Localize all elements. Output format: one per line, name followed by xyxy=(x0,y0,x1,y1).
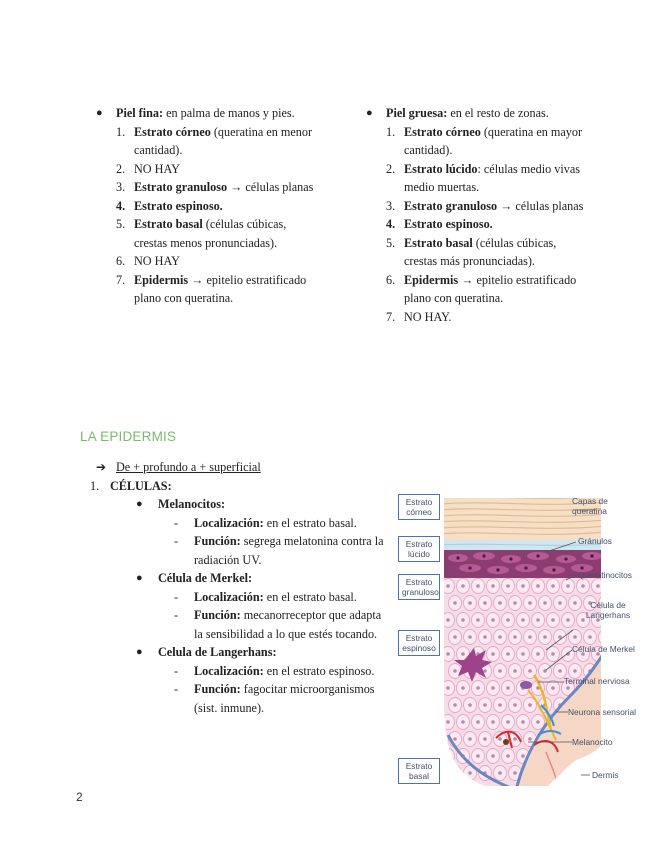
dash-icon: - xyxy=(174,534,179,548)
keratinocyte-nucleus xyxy=(468,703,472,707)
keratinocyte-nucleus xyxy=(446,720,450,724)
keratinocyte-nucleus xyxy=(468,601,472,605)
epidermis-figure xyxy=(396,490,646,790)
list-number: 4. xyxy=(386,217,396,231)
dash-icon: - xyxy=(174,515,179,530)
section-title: LA EPIDERMIS xyxy=(80,429,177,444)
keratinocyte-nucleus xyxy=(498,771,502,775)
keratinocyte-nucleus xyxy=(468,635,472,639)
keratinocyte-nucleus xyxy=(446,618,450,622)
keratinocyte-nucleus xyxy=(498,669,502,673)
layer-desc: (células cúbicas, crestas menos pronunciadas). xyxy=(134,217,287,250)
keratinocyte-nucleus xyxy=(558,601,562,605)
keratinocyte-nucleus xyxy=(551,686,555,690)
keratinocyte-nucleus xyxy=(491,618,495,622)
cell-type-name: Célula de Merkel: xyxy=(158,571,253,585)
direction-text: De + profundo a + superficial xyxy=(116,460,261,474)
cell-function xyxy=(96,680,386,717)
bullet-icon: ● xyxy=(136,572,143,584)
keratinocyte-nucleus xyxy=(476,584,480,588)
right_column-layer-item xyxy=(366,197,591,216)
list-number: 6. xyxy=(386,272,396,287)
cell-type-item xyxy=(96,643,386,662)
cell-function xyxy=(96,532,386,569)
keratinocyte-nucleus xyxy=(513,771,517,775)
label-keratinocytes: Queratinocitos xyxy=(578,570,632,580)
cell-type-item xyxy=(96,569,386,588)
keratinocyte-nucleus xyxy=(521,584,525,588)
label-stratum-basale: Estrato basal xyxy=(398,758,440,784)
keratinocyte-nucleus xyxy=(453,669,457,673)
keratinocyte-nucleus xyxy=(528,669,532,673)
keratinocyte-nucleus xyxy=(528,635,532,639)
keratinocyte-nucleus xyxy=(483,703,487,707)
list-number: 2. xyxy=(116,161,126,176)
layer-name: Estrato granuloso xyxy=(404,198,498,213)
keratinocyte-nucleus xyxy=(453,771,457,775)
keratinocyte-nucleus xyxy=(453,601,457,605)
keratinocyte-nucleus xyxy=(521,652,525,656)
keratinocyte-nucleus xyxy=(536,652,540,656)
layer-desc: → células planas xyxy=(497,198,584,213)
keratinocyte-nucleus xyxy=(521,754,525,758)
keratinocyte-nucleus xyxy=(453,703,457,707)
left_column-layer-item xyxy=(96,197,321,216)
keratinocyte-nucleus xyxy=(536,618,540,622)
cell-function xyxy=(96,606,386,643)
keratinocyte-nucleus xyxy=(506,618,510,622)
list-number: 7. xyxy=(116,272,126,287)
function-text: fagocitar microorganismos (sist. inmune). xyxy=(194,682,375,715)
bullet-icon: ● xyxy=(96,107,103,119)
label-stratum-granulosum: Estrato granuloso xyxy=(398,574,440,600)
layer-name: Estrato granuloso xyxy=(134,180,228,194)
left_column-layer-item xyxy=(96,123,321,160)
layer-name: Estrato lúcido xyxy=(404,161,478,176)
layer-desc: NO HAY xyxy=(134,161,180,176)
cell-type-name: Melanocitos: xyxy=(158,497,226,511)
keratinocyte-nucleus xyxy=(461,720,465,724)
bullet-icon: ● xyxy=(366,107,373,119)
keratinocyte-nucleus xyxy=(566,584,570,588)
layer-desc: → epitelio estratificado plano con queratina. xyxy=(134,272,307,305)
keratinocyte-nucleus xyxy=(603,669,607,673)
label-stratum-spinosum: Estrato espinoso xyxy=(398,630,440,656)
cell-location xyxy=(96,514,386,533)
keratinocyte-nucleus xyxy=(551,652,555,656)
right_column-layer-item xyxy=(366,123,591,160)
layer-name: Estrato basal xyxy=(134,217,203,231)
keratinocyte-nucleus xyxy=(513,635,517,639)
keratinocyte-nucleus xyxy=(461,618,465,622)
cells-heading xyxy=(90,477,386,496)
keratinocyte-nucleus xyxy=(528,737,532,741)
keratinocyte-nucleus xyxy=(498,737,502,741)
keratinocyte-nucleus xyxy=(573,771,577,775)
label-langerhans: Célula de Langerhans xyxy=(585,600,631,620)
layer-name: Epidermis xyxy=(134,272,189,287)
keratinocyte-cell xyxy=(449,766,462,781)
dash-icon: - xyxy=(174,663,179,678)
keratinocyte-nucleus xyxy=(521,720,525,724)
label-nerve-terminal: Terminal nerviosa xyxy=(564,676,630,686)
keratinocyte-nucleus xyxy=(476,720,480,724)
page-number: 2 xyxy=(76,790,83,804)
epidermis-section xyxy=(90,458,386,717)
thick-skin-column xyxy=(366,104,591,326)
list-number: 3. xyxy=(116,180,126,194)
right_column-layer-item xyxy=(366,234,591,271)
location-label: Localización: xyxy=(194,515,264,530)
layer-name: Epidermis xyxy=(404,272,459,287)
location-label: Localización: xyxy=(194,589,264,604)
keratinocyte-nucleus xyxy=(573,669,577,673)
list-number: 1. xyxy=(116,124,126,139)
arrow-right-icon: ➔ xyxy=(96,460,107,474)
thin-skin-desc: en palma de manos y pies. xyxy=(163,106,295,120)
layer-desc: (queratina en mayor cantidad). xyxy=(404,124,583,157)
cells-number: 1. xyxy=(90,478,100,493)
bullet-icon: ● xyxy=(136,646,143,658)
keratinocyte-nucleus xyxy=(528,703,532,707)
keratinocyte-nucleus xyxy=(551,584,555,588)
list-number: 5. xyxy=(116,217,126,231)
keratinocyte-nucleus xyxy=(461,652,465,656)
thick-skin-heading xyxy=(366,104,591,123)
label-stratum-lucidum: Estrato lúcido xyxy=(398,536,440,562)
right_column-layer-item xyxy=(366,308,591,327)
list-number: 7. xyxy=(386,309,396,324)
keratinocyte-nucleus xyxy=(483,601,487,605)
keratinocyte-cell xyxy=(599,630,612,645)
keratinocyte-nucleus xyxy=(468,771,472,775)
layer-desc: → células planas xyxy=(227,180,314,194)
keratinocyte-nucleus xyxy=(551,618,555,622)
keratinocyte-nucleus xyxy=(543,635,547,639)
keratinocyte-nucleus xyxy=(506,754,510,758)
keratinocyte-nucleus xyxy=(588,635,592,639)
keratinocyte-nucleus xyxy=(491,584,495,588)
keratinocyte-nucleus xyxy=(596,584,600,588)
left_column-layer-item xyxy=(96,271,321,308)
keratinocyte-nucleus xyxy=(558,669,562,673)
keratinocyte-nucleus xyxy=(506,652,510,656)
list-number: 6. xyxy=(116,254,126,268)
keratinocyte-nucleus xyxy=(461,686,465,690)
keratinocyte-nucleus xyxy=(453,737,457,741)
thick-skin-layers-list xyxy=(366,123,591,327)
keratinocyte-nucleus xyxy=(513,601,517,605)
layer-desc: NO HAY. xyxy=(404,309,452,324)
keratinocyte-nucleus xyxy=(528,601,532,605)
layer-desc: (queratina en menor cantidad). xyxy=(134,124,313,157)
list-number: 5. xyxy=(386,235,396,250)
right_column-layer-item xyxy=(366,215,591,234)
keratinocyte-nucleus xyxy=(543,601,547,605)
direction-line xyxy=(96,458,386,477)
left_column-layer-item xyxy=(96,160,321,179)
layer-desc: : células medio vivas medio muertas. xyxy=(404,161,581,194)
layer-name: Estrato córneo xyxy=(404,124,481,139)
keratinocyte-nucleus xyxy=(513,737,517,741)
function-label: Función: xyxy=(194,682,241,696)
keratinocyte-nucleus xyxy=(498,601,502,605)
dash-icon: - xyxy=(174,608,179,622)
keratinocyte-nucleus xyxy=(461,584,465,588)
layer-name: Estrato espinoso. xyxy=(134,198,223,213)
keratinocyte-cell xyxy=(569,766,582,781)
keratinocyte-nucleus xyxy=(573,601,577,605)
keratinocyte-cell xyxy=(442,749,455,764)
location-label: Localización: xyxy=(194,663,264,678)
label-melanocyte: Melanocito xyxy=(572,737,613,747)
dash-icon: - xyxy=(174,682,179,696)
label-keratin-layers: Capas de queratina xyxy=(572,496,608,516)
layer-desc: → epitelio estratificado plano con queratina. xyxy=(404,272,577,305)
bullet-icon: ● xyxy=(136,498,143,510)
right_column-layer-item xyxy=(366,160,591,197)
label-sensory-neuron: Neurona sensorial xyxy=(568,707,636,717)
keratinocyte-nucleus xyxy=(566,618,570,622)
list-number: 1. xyxy=(386,124,396,139)
keratinocyte-nucleus xyxy=(596,754,600,758)
thin-skin-column xyxy=(96,104,321,308)
layer-name: Estrato basal xyxy=(404,235,473,250)
keratinocyte-nucleus xyxy=(506,584,510,588)
thick-skin-desc: en el resto de zonas. xyxy=(447,106,549,120)
cell-type-item xyxy=(96,495,386,514)
keratinocyte-nucleus xyxy=(483,635,487,639)
keratinocyte-nucleus xyxy=(468,737,472,741)
cell-location xyxy=(96,662,386,681)
layer-name: Estrato córneo xyxy=(134,124,211,139)
keratinocyte-nucleus xyxy=(446,584,450,588)
keratinocyte-nucleus xyxy=(521,618,525,622)
keratinocyte-nucleus xyxy=(513,669,517,673)
location-text: en el estrato espinoso. xyxy=(263,663,375,678)
left_column-layer-item xyxy=(96,252,321,271)
keratinocyte-nucleus xyxy=(498,635,502,639)
keratinocyte-nucleus xyxy=(506,720,510,724)
keratinocyte-nucleus xyxy=(476,754,480,758)
label-dermis: Dermis xyxy=(592,770,619,780)
right_column-layer-item xyxy=(366,271,591,308)
keratinocyte-nucleus xyxy=(453,635,457,639)
keratinocyte-nucleus xyxy=(491,754,495,758)
keratinocyte-nucleus xyxy=(513,703,517,707)
function-text: mecanorreceptor que adapta la sensibilidad a lo que estés tocando. xyxy=(194,608,382,641)
keratinocyte-nucleus xyxy=(603,635,607,639)
label-granules: Gránulos xyxy=(578,536,612,546)
keratinocyte-nucleus xyxy=(483,669,487,673)
keratinocyte-nucleus xyxy=(483,737,487,741)
list-number: 4. xyxy=(116,198,126,213)
keratinocyte-nucleus xyxy=(446,754,450,758)
thick-skin-title: Piel gruesa: xyxy=(386,106,448,120)
keratinocyte-nucleus xyxy=(573,635,577,639)
thin-skin-layers-list xyxy=(96,123,321,308)
keratinocyte-nucleus xyxy=(491,720,495,724)
keratinocyte-nucleus xyxy=(491,686,495,690)
layer-desc: NO HAY xyxy=(134,254,180,268)
left_column-layer-item xyxy=(96,178,321,197)
location-text: en el estrato basal. xyxy=(263,589,357,604)
keratinocyte-nucleus xyxy=(476,686,480,690)
thin-skin-heading xyxy=(96,104,321,123)
cells-title: CÉLULAS: xyxy=(110,478,172,493)
keratinocyte-nucleus xyxy=(581,584,585,588)
list-number: 2. xyxy=(386,161,396,176)
keratinocyte-nucleus xyxy=(498,703,502,707)
cell-type-name: Celula de Langerhans: xyxy=(158,645,277,659)
thin-skin-title: Piel fina: xyxy=(116,106,164,120)
keratinocyte-nucleus xyxy=(536,584,540,588)
keratinocyte-nucleus xyxy=(446,686,450,690)
layer-name: Estrato espinoso. xyxy=(404,217,493,231)
keratinocyte-nucleus xyxy=(446,652,450,656)
function-text: segrega melatonina contra la radiación UV. xyxy=(194,534,384,567)
cell-location xyxy=(96,588,386,607)
location-text: en el estrato basal. xyxy=(263,515,357,530)
keratinocyte-nucleus xyxy=(491,652,495,656)
layer-desc: (células cúbicas, crestas más pronunciadas). xyxy=(404,235,557,268)
keratinocyte-nucleus xyxy=(506,686,510,690)
keratinocyte-nucleus xyxy=(476,618,480,622)
function-label: Función: xyxy=(194,534,241,548)
label-merkel: Célula de Merkel xyxy=(572,644,635,654)
left_column-layer-item xyxy=(96,215,321,252)
keratinocyte-nucleus xyxy=(536,720,540,724)
function-label: Función: xyxy=(194,608,241,622)
list-number: 3. xyxy=(386,198,396,213)
keratinocyte-nucleus xyxy=(566,686,570,690)
label-stratum-corneum: Estrato córneo xyxy=(398,494,440,520)
dash-icon: - xyxy=(174,589,179,604)
cells-list xyxy=(96,495,386,717)
